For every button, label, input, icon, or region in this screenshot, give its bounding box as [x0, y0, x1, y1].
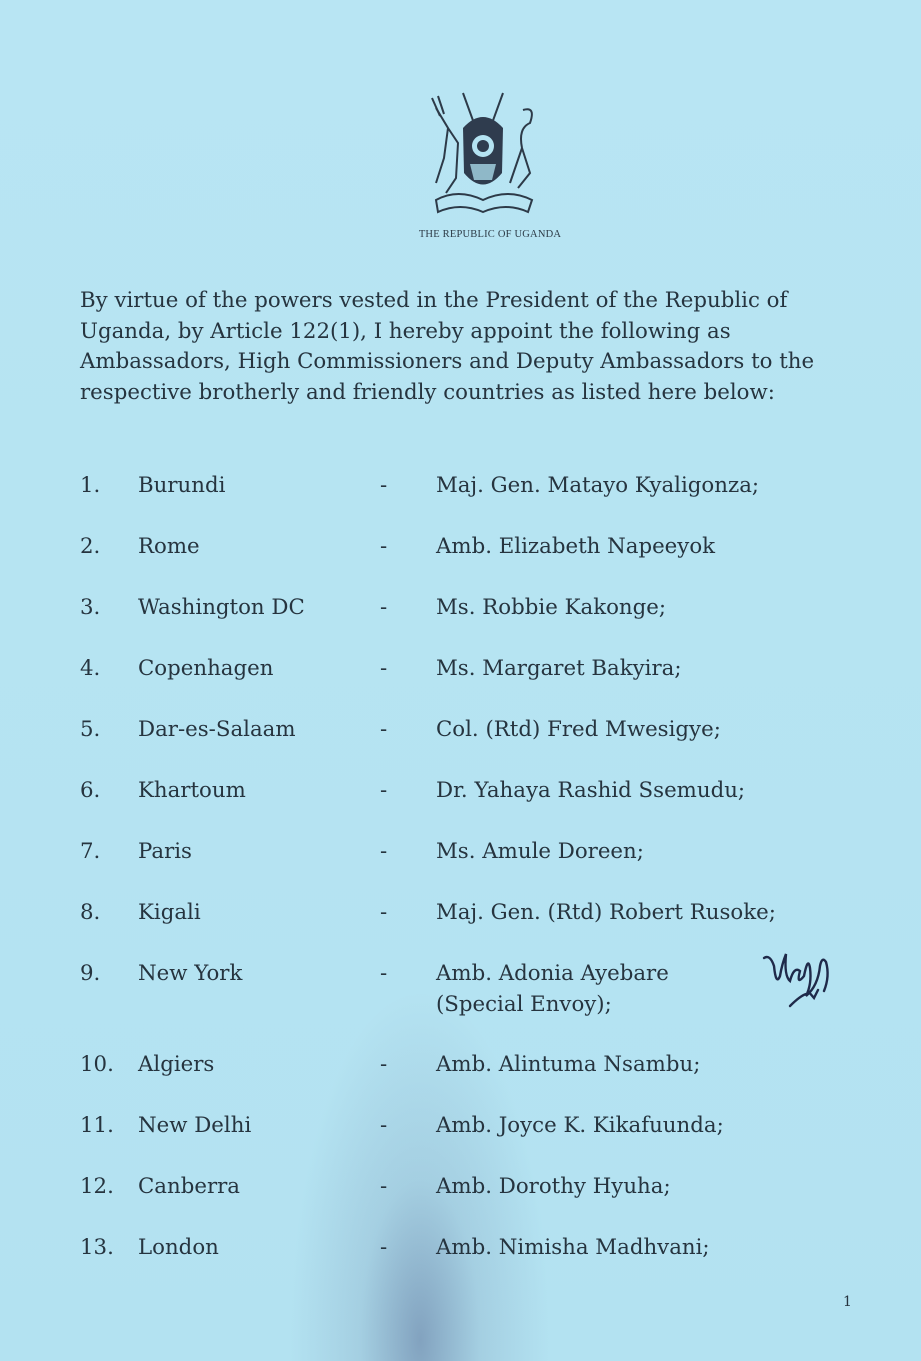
separator-dash: - — [380, 717, 388, 742]
item-number: 12. — [80, 1174, 114, 1199]
appointment-row — [80, 531, 880, 592]
item-number: 2. — [80, 534, 101, 559]
item-number: 13. — [80, 1235, 114, 1260]
appointee-name: Amb. Elizabeth Napeeyok — [436, 534, 716, 559]
separator-dash: - — [380, 778, 388, 803]
country-name: Dar-es-Salaam — [138, 717, 296, 742]
separator-dash: - — [380, 1174, 388, 1199]
country-name: Canberra — [138, 1174, 241, 1199]
country-name: Kigali — [138, 900, 201, 925]
page-number: 1 — [843, 1294, 852, 1310]
item-number: 6. — [80, 778, 101, 803]
appointment-row — [80, 1232, 880, 1293]
coat-of-arms-seal — [418, 88, 548, 220]
appointment-row — [80, 1049, 880, 1110]
appointee-name: Maj. Gen. (Rtd) Robert Rusoke; — [436, 900, 776, 925]
appointee-name: Amb. Alintuma Nsambu; — [436, 1052, 701, 1077]
appointment-row — [80, 592, 880, 653]
country-name: Washington DC — [138, 595, 305, 620]
country-name: Rome — [138, 534, 200, 559]
country-name: New Delhi — [138, 1113, 252, 1138]
separator-dash: - — [380, 839, 388, 864]
separator-dash: - — [380, 1113, 388, 1138]
separator-dash: - — [380, 1052, 388, 1077]
item-number: 10. — [80, 1052, 114, 1077]
appointee-name: Amb. Nimisha Madhvani; — [436, 1235, 710, 1260]
item-number: 7. — [80, 839, 101, 864]
separator-dash: - — [380, 1235, 388, 1260]
appointment-row — [80, 470, 880, 531]
appointment-row — [80, 653, 880, 714]
country-name: London — [138, 1235, 219, 1260]
separator-dash: - — [380, 473, 388, 498]
appointee-name: Col. (Rtd) Fred Mwesigye; — [436, 717, 721, 742]
appointment-row — [80, 775, 880, 836]
appointment-row — [80, 1110, 880, 1171]
separator-dash: - — [380, 656, 388, 681]
separator-dash: - — [380, 534, 388, 559]
country-name: Paris — [138, 839, 192, 864]
separator-dash: - — [380, 961, 388, 986]
item-number: 4. — [80, 656, 101, 681]
country-name: New York — [138, 961, 243, 986]
appointment-row — [80, 1171, 880, 1232]
handwritten-signature — [760, 946, 840, 1018]
appointment-row — [80, 836, 880, 897]
appointee-name: Dr. Yahaya Rashid Ssemudu; — [436, 778, 746, 803]
appointee-title: (Special Envoy); — [436, 992, 612, 1017]
republic-caption: THE REPUBLIC OF UGANDA — [418, 229, 562, 240]
item-number: 11. — [80, 1113, 114, 1138]
item-number: 1. — [80, 473, 101, 498]
appointments-list — [80, 470, 880, 1293]
appointee-name: Amb. Dorothy Hyuha; — [436, 1174, 671, 1199]
appointee-name: Amb. Adonia Ayebare — [436, 961, 669, 986]
country-name: Khartoum — [138, 778, 246, 803]
country-name: Algiers — [138, 1052, 215, 1077]
appointee-name: Ms. Robbie Kakonge; — [436, 595, 667, 620]
item-number: 3. — [80, 595, 101, 620]
appointee-name: Ms. Amule Doreen; — [436, 839, 644, 864]
appointment-row — [80, 714, 880, 775]
item-number: 8. — [80, 900, 101, 925]
item-number: 9. — [80, 961, 101, 986]
separator-dash: - — [380, 595, 388, 620]
country-name: Copenhagen — [138, 656, 274, 681]
country-name: Burundi — [138, 473, 226, 498]
appointee-name: Amb. Joyce K. Kikafuunda; — [436, 1113, 724, 1138]
appointee-name: Ms. Margaret Bakyira; — [436, 656, 682, 681]
item-number: 5. — [80, 717, 101, 742]
intro-paragraph: By virtue of the powers vested in the President of the Republic of Uganda, by Article 122(1), I hereby appoint the following as Ambassadors, High Commissioners and Deputy Ambassadors to the respective brotherly and friendly countries as listed here below: — [80, 288, 815, 405]
separator-dash: - — [380, 900, 388, 925]
appointee-name: Maj. Gen. Matayo Kyaligonza; — [436, 473, 760, 498]
